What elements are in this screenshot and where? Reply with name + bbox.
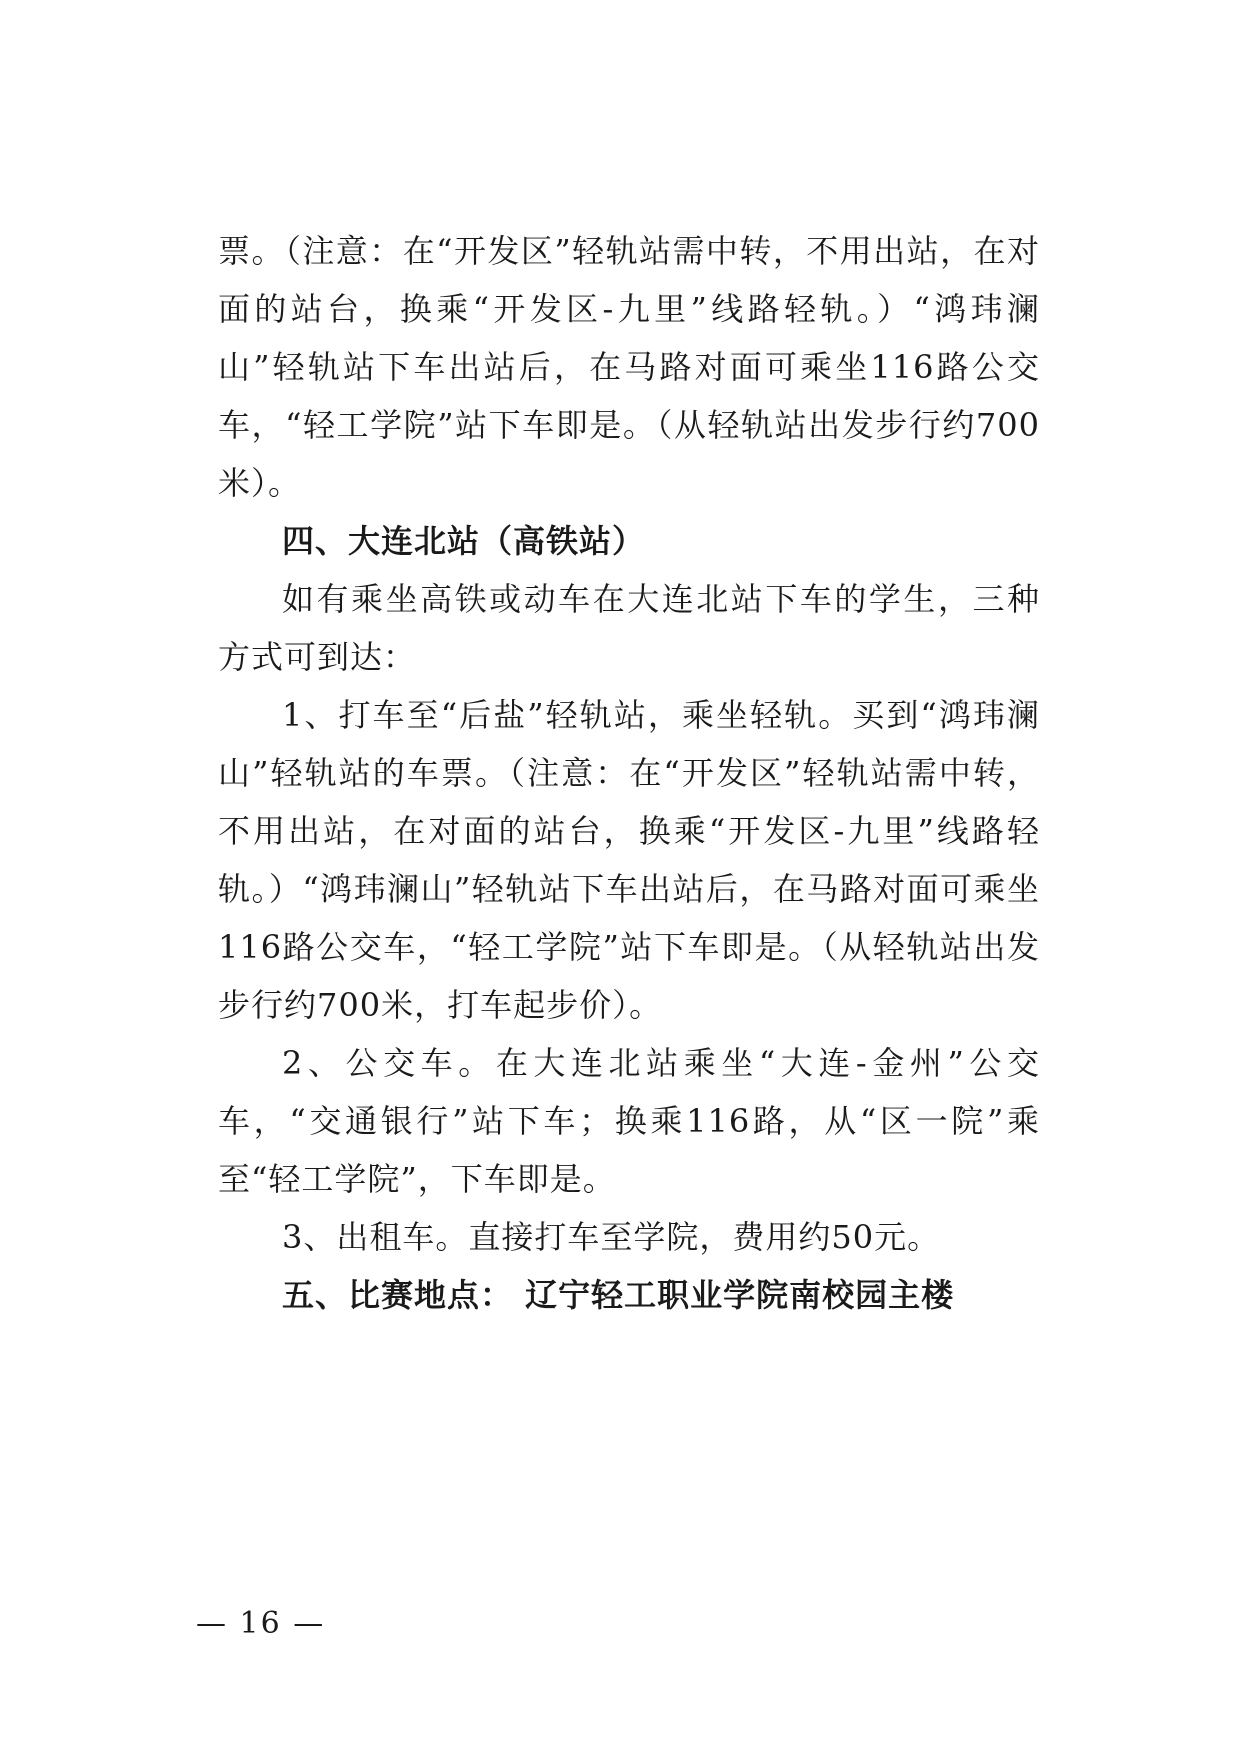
continuation-paragraph: 票。（注意：在“开发区”轻轨站需中转，不用出站，在对面的站台，换乘“开发区-九里”线路轻轨。）“鸿玮澜山”轻轨站下车出站后，在马路对面可乘坐116路公交车，“轻工学院”站下车即是。（从轻轨站出发步行约700米）。 (218, 232, 1040, 502)
option-3-paragraph: 3、出租车。直接打车至学院，费用约50元。 (282, 1218, 941, 1256)
page-number: — 16 — (196, 1606, 326, 1641)
document-body (218, 222, 1040, 1324)
option-2-paragraph: 2、公交车。在大连北站乘坐“大连-金州”公交车，“交通银行”站下车；换乘116路，从“区一院”乘至“轻工学院”，下车即是。 (218, 1044, 1040, 1198)
section-four-intro: 如有乘坐高铁或动车在大连北站下车的学生，三种方式可到达： (218, 580, 1040, 676)
option-1-paragraph: 1、打车至“后盐”轻轨站，乘坐轻轨。买到“鸿玮澜山”轻轨站的车票。（注意：在“开发区”轻轨站需中转，不用出站，在对面的站台，换乘“开发区-九里”线路轻轨。）“鸿玮澜山”轻轨站下车出站后，在马路对面可乘坐116路公交车，“轻工学院”站下车即是。（从轻轨站出发步行约700米，打车起步价）。 (218, 696, 1040, 1024)
section-five-heading: 五、比赛地点： 辽宁轻工职业学院南校园主楼 (282, 1276, 955, 1314)
section-four-heading: 四、大连北站（高铁站） (282, 522, 646, 560)
